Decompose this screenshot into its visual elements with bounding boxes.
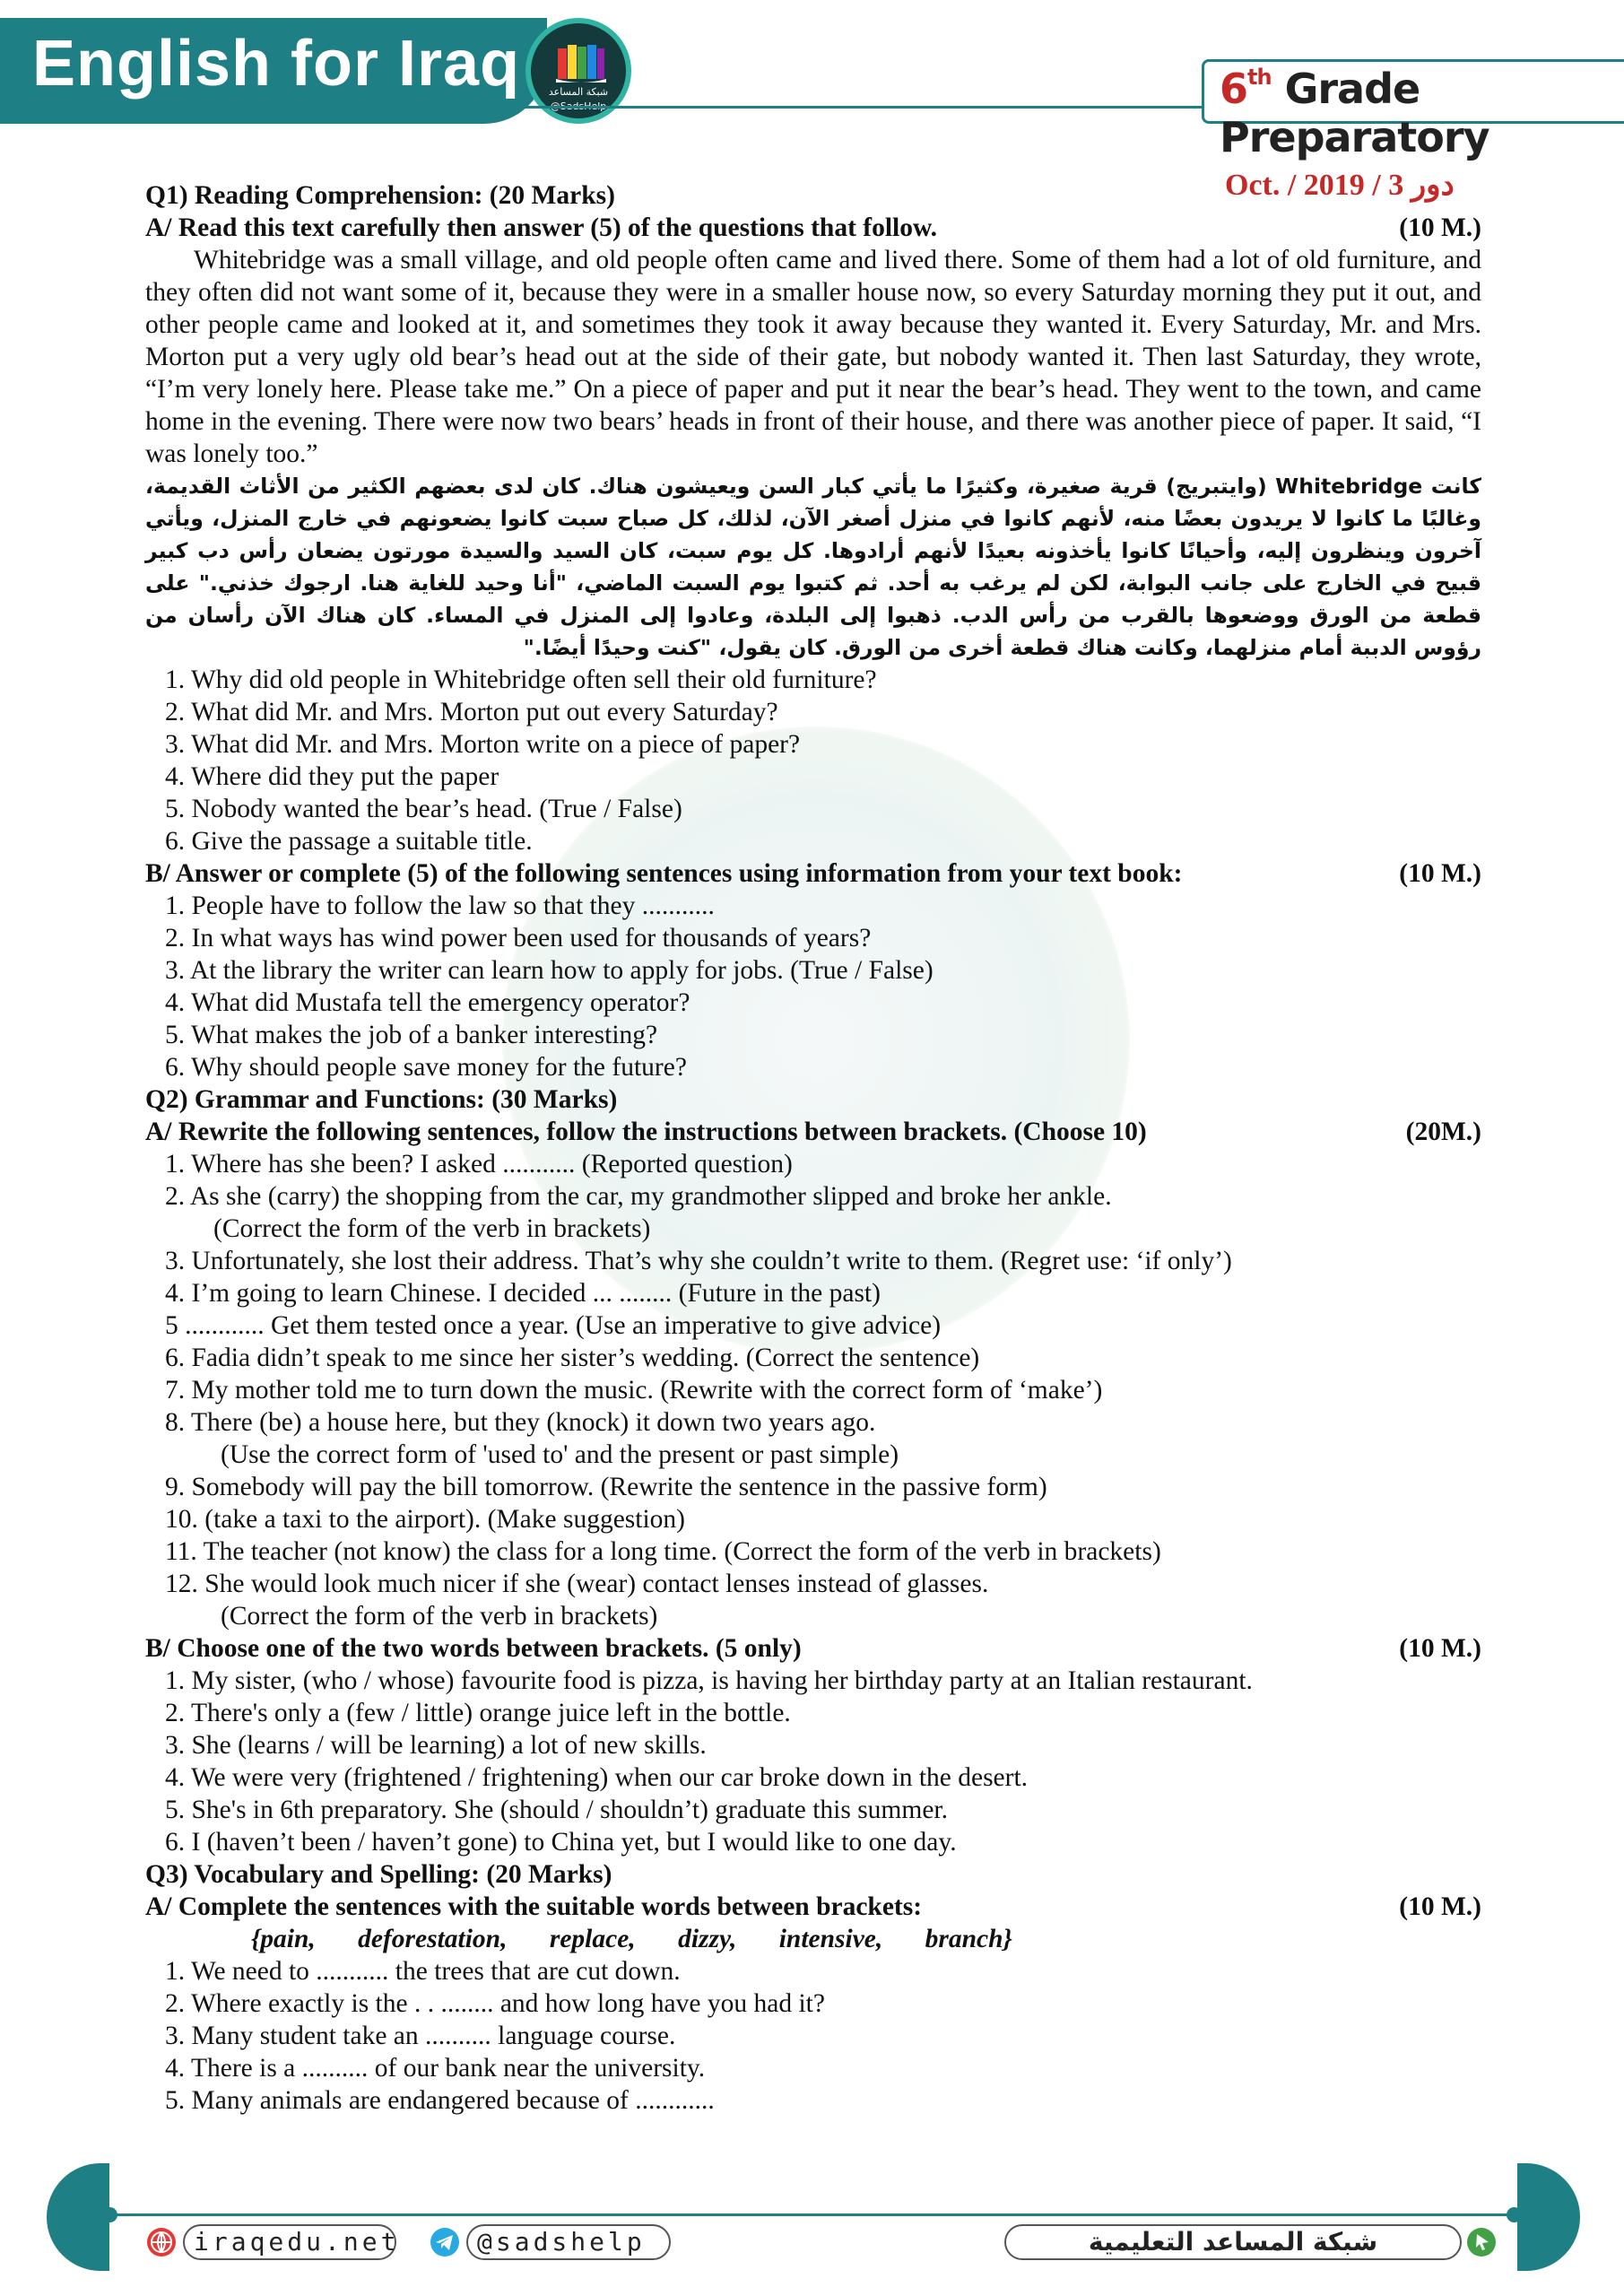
word-bank-item: dizzy,	[678, 1925, 737, 1953]
list-item: 5. What makes the job of a banker interesting?	[165, 1021, 658, 1049]
list-item: 5. She's in 6th preparatory. She (should / shouldn’t) graduate this summer.	[165, 1796, 948, 1824]
q2b-questions	[145, 1665, 1481, 1858]
list-item: 2. Where exactly is the . . ........ and how long have you had it?	[165, 1989, 825, 2018]
list-item: 5 ............ Get them tested once a year. (Use an imperative to give advice)	[165, 1311, 942, 1340]
list-item: 6. Give the passage a suitable title.	[165, 827, 533, 856]
footer-right-cap	[1517, 2163, 1580, 2271]
list-item: 3. What did Mr. and Mrs. Morton write on a piece of paper?	[165, 730, 801, 759]
website-link[interactable]: iraqedu.net	[183, 2224, 396, 2260]
q1b-instruction	[145, 857, 1481, 890]
list-item: 2. As she (carry) the shopping from the car, my grandmother slipped and broke her ankle.	[165, 1182, 1112, 1211]
q3a-marks: (10 M.)	[1399, 1892, 1481, 1921]
list-item-note: (Correct the form of the verb in brackets)	[213, 1214, 651, 1243]
network-name[interactable]: شبكة المساعد التعليمية	[1004, 2224, 1462, 2260]
q1b-questions	[145, 890, 1481, 1083]
word-bank-item: intensive,	[778, 1925, 883, 1953]
arabic-translation: كانت Whitebridge (وايتبريج) قرية صغيرة، وكثيرًا ما يأتي كبار السن ويعيشون هناك. كان لدى بعضهم الكثير من الأثاث القديمة، وغالبًا ما كانوا لا يريدون بعضًا منه، لأنهم كانوا في منزل أصغر الآن، لذلك، كل صباح سبت كانوا يضعونهم في خارج المنزل، ويأتي آخرون وينظرون إليه، وأحيانًا كانوا يأخذونه بعيدًا لأنهم أرادوها. كل يوم سبت، كان السيد والسيدة مورتون يضعان رأس دب كبير قبيح في الخارج على جانب البوابة، لكن لم يرغب به أحد. ثم كتبوا يوم السبت الماضي، "أنا وحيد للغاية هنا. ارجوك خذني." على قطعة من الورق ووضعوها بالقرب من رأس الدب. ذهبوا إلى البلدة، وعادوا إلى المنزل في المساء. كان هناك الآن رأسان من رؤوس الدببة أمام منزلهما، وكانت هناك قطعة أخرى من الورق. كان يقول، "كنت وحيدًا أيضًا."	[145, 474, 1481, 660]
list-item-note: (Correct the form of the verb in brackets)	[221, 1602, 658, 1631]
q1a-marks: (10 M.)	[1399, 213, 1481, 242]
q1b-marks: (10 M.)	[1399, 859, 1481, 888]
list-item: 10. (take a taxi to the airport). (Make suggestion)	[165, 1505, 685, 1534]
list-item: 8. There (be) a house here, but they (knock) it down two years ago.	[165, 1408, 876, 1437]
word-bank-item: branch}	[925, 1925, 1012, 1953]
q1a-instruction	[145, 212, 1481, 244]
list-item: 3. Many student take an .......... language course.	[165, 2022, 676, 2050]
list-item: 7. My mother told me to turn down the music. (Rewrite with the correct form of ‘make’)	[165, 1376, 1103, 1405]
grade-text: Grade Preparatory	[1220, 65, 1489, 161]
list-item: 5. Many animals are endangered because of ............	[165, 2086, 715, 2115]
list-item: 3. She (learns / will be learning) a lot of new skills.	[165, 1731, 707, 1760]
grade-label	[1220, 65, 1624, 161]
q1b-instruction-text: B/ Answer or complete (5) of the following sentences using information from your text book:	[145, 859, 1183, 888]
footer-dot	[1507, 2207, 1522, 2222]
list-item: 2. In what ways has wind power been used for thousands of years?	[165, 924, 872, 952]
q3-title: Q3) Vocabulary and Spelling: (20 Marks)	[145, 1860, 612, 1889]
list-item: 11. The teacher (not know) the class for a long time. (Correct the form of the verb in brackets)	[165, 1537, 1161, 1566]
reading-passage: Whitebridge was a small village, and old people often came and lived there. Some of them had a lot of old furniture, and they often did not want some of it, because they were in a smaller house now, so every Saturday morning they put it out, and other people came and looked at it, and sometimes they took it away because they wanted it. Every Saturday, Mr. and Mrs. Morton put a very ugly old bear’s head out at the side of their gate, but nobody wanted it. Then last Saturday, they wrote, “I’m very lonely here. Please take me.” On a piece of paper and put it near the bear’s head. They went to the town, and came home in the evening. There were now two bears’ heads in front of their house, and there was another piece of paper. It said, “I was lonely too.”	[145, 246, 1481, 468]
list-item: 1. Why did old people in Whitebridge often sell their old furniture?	[165, 665, 877, 694]
exam-date: Oct. / 2019 / 3 دور	[1225, 169, 1455, 202]
q3a-instruction	[145, 1891, 1481, 1923]
footer-left-cap	[47, 2163, 109, 2271]
list-item: 4. Where did they put the paper	[165, 762, 499, 791]
footer-dot	[102, 2207, 117, 2222]
word-bank	[145, 1923, 1481, 1955]
list-item: 1. People have to follow the law so that they ...........	[165, 891, 715, 920]
list-item: 4. I’m going to learn Chinese. I decided ... ........ (Future in the past)	[165, 1279, 881, 1308]
list-item: 1. My sister, (who / whose) favourite food is pizza, is having her birthday party at an Italian restaurant.	[165, 1666, 1253, 1695]
list-item: 2. There's only a (few / little) orange juice left in the bottle.	[165, 1699, 791, 1727]
list-item-note: (Use the correct form of 'used to' and the present or past simple)	[221, 1440, 899, 1469]
list-item: 9. Somebody will pay the bill tomorrow. (Rewrite the sentence in the passive form)	[165, 1473, 1047, 1501]
q1a-instruction-text: A/ Read this text carefully then answer (5) of the questions that follow.	[145, 213, 938, 242]
list-item: 6. Fadia didn’t speak to me since her sister’s wedding. (Correct the sentence)	[165, 1344, 980, 1372]
word-bank-item: replace,	[549, 1925, 636, 1953]
q2b-instruction-text: B/ Choose one of the two words between brackets. (5 only)	[145, 1634, 802, 1663]
q2-title: Q2) Grammar and Functions: (30 Marks)	[145, 1085, 618, 1114]
q3a-instruction-text: A/ Complete the sentences with the suitable words between brackets:	[145, 1892, 923, 1921]
q1a-questions	[145, 664, 1481, 857]
grade-number: 6	[1220, 65, 1248, 113]
list-item: 6. Why should people save money for the future?	[165, 1053, 687, 1082]
q2a-instruction	[145, 1116, 1481, 1148]
q2a-marks: (20M.)	[1405, 1118, 1481, 1146]
list-item: 4. What did Mustafa tell the emergency operator?	[165, 988, 690, 1017]
list-item: 5. Nobody wanted the bear’s head. (True / False)	[165, 795, 682, 823]
book-icon	[556, 43, 606, 83]
q3a-questions	[145, 1955, 1481, 2117]
list-item: 12. She would look much nicer if she (wear) contact lenses instead of glasses.	[165, 1570, 989, 1598]
exam-content	[145, 179, 1481, 2117]
word-bank-item: {pain,	[251, 1925, 316, 1953]
globe-icon	[145, 2226, 178, 2258]
footer-rule	[109, 2213, 1517, 2216]
header-rule	[18, 106, 1202, 109]
list-item: 2. What did Mr. and Mrs. Morton put out every Saturday?	[165, 698, 778, 726]
cursor-icon	[1465, 2226, 1498, 2258]
q2b-instruction	[145, 1632, 1481, 1665]
list-item: 1. Where has she been? I asked ........... (Reported question)	[165, 1150, 793, 1178]
telegram-icon	[429, 2226, 461, 2258]
list-item: 4. There is a .......... of our bank near the university.	[165, 2054, 706, 2083]
word-bank-item: deforestation,	[358, 1925, 508, 1953]
q2b-marks: (10 M.)	[1399, 1634, 1481, 1663]
list-item: 3. Unfortunately, she lost their address. That’s why she couldn’t write to them. (Regret use: ‘if only’)	[165, 1247, 1232, 1275]
telegram-link[interactable]: @sadshelp	[466, 2224, 671, 2260]
q1-title: Q1) Reading Comprehension: (20 Marks)	[145, 181, 615, 210]
q2a-questions	[145, 1148, 1481, 1632]
logo-text-top: شبكة المساعد	[548, 86, 609, 98]
list-item: 4. We were very (frightened / frightening) when our car broke down in the desert.	[165, 1763, 1029, 1792]
header-title: English for Iraq	[32, 28, 521, 100]
list-item: 1. We need to ........... the trees that are cut down.	[165, 1957, 681, 1986]
list-item: 3. At the library the writer can learn how to apply for jobs. (True / False)	[165, 956, 934, 985]
grade-suffix: th	[1247, 65, 1272, 90]
list-item: 6. I (haven’t been / haven’t gone) to China yet, but I would like to one day.	[165, 1828, 957, 1857]
q2a-instruction-text: A/ Rewrite the following sentences, follow the instructions between brackets. (Choose 10)	[145, 1118, 1147, 1146]
